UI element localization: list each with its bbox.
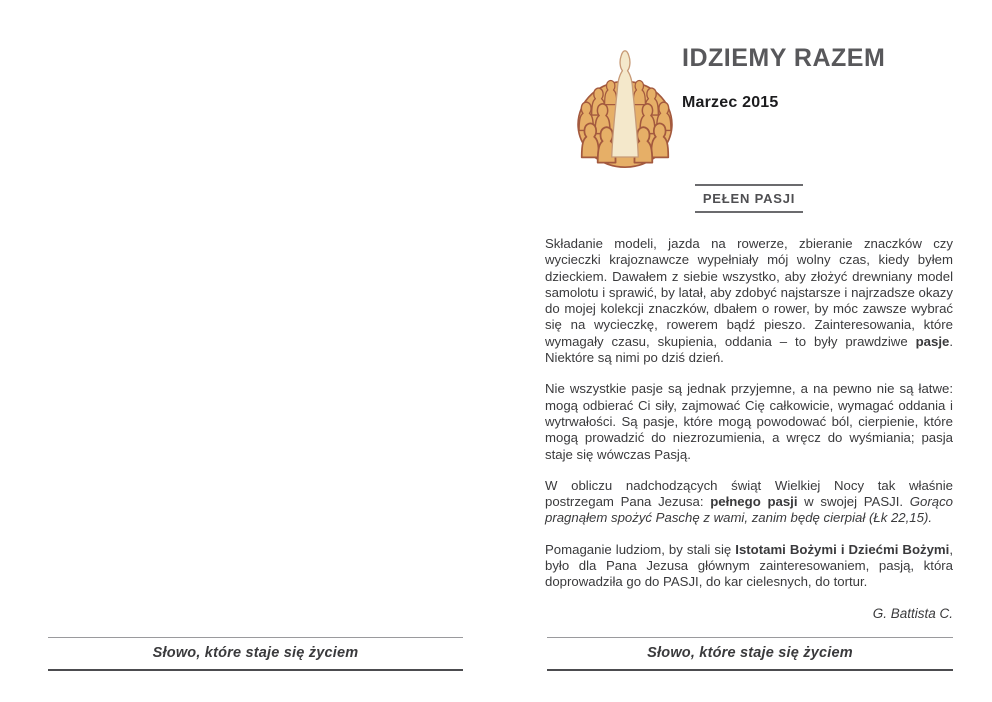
footer-right (547, 637, 953, 671)
article-body (545, 236, 953, 621)
paragraph-3: W obliczu nadchodzących świąt Wielkiej Nocy tak właśnie postrzegam Pana Jezusa: pełnego pasji w swojej PASJI. Gorąco pragnąłem spożyć Paschę z wami, zanim będę cierpiał (Łk 22,15). (545, 477, 953, 526)
christ-among-crowd-logo-icon (576, 48, 674, 170)
footer-left (48, 637, 463, 671)
paragraph-4: Pomaganie ludziom, by stali się Istotami Bożymi i Dziećmi Bożymi, było dla Pana Jezusa głównym zainteresowaniem, pasją, która doprowadziła go do PASJI, do kar cielesnych, do tortur. (545, 541, 953, 590)
article-heading-wrap (545, 184, 953, 213)
author-signature: G. Battista C. (872, 605, 953, 621)
page-right (496, 0, 992, 702)
masthead-text (682, 44, 885, 112)
newsletter-title: IDZIEMY RAZEM (682, 44, 886, 72)
paragraph-1: Składanie modeli, jazda na rowerze, zbieranie znaczków czy wycieczki krajoznawcze wypełniały mój wolny czas, kiedy byłem dzieckiem. Dawałem z siebie wszystko, aby złożyć drewniany model samolotu i sprawić, by latał, aby zdobyć najstarsze i najrzadsze okazy do mojej kolekcji znaczków, dbałem o rower, by móc zawsze wybrać się na wycieczkę, rowerem bądź pieszo. Zainteresowania, które wymagały czasu, skupienia, oddania – to były prawdziwe pasje. Niektóre są nimi po dziś dzień. (545, 236, 953, 366)
footer-motto-left: Słowo, które staje się życiem (152, 645, 359, 661)
issue-date: Marzec 2015 (682, 94, 779, 111)
article-heading: PEŁEN PASJI (695, 184, 803, 213)
footer-motto-right: Słowo, które staje się życiem (647, 645, 853, 661)
paragraph-2: Nie wszystkie pasje są jednak przyjemne, a na pewno nie są łatwe: mogą odbierać Ci siły, zajmować Cię całkowicie, wymagać oddania i wytrwałości. Są pasje, które mogą powodować ból, cierpienie, które mogą prowadzić do niezrozumienia, a wręcz do wyśmiania; pasja staje się wówczas Pasją. (545, 381, 953, 462)
